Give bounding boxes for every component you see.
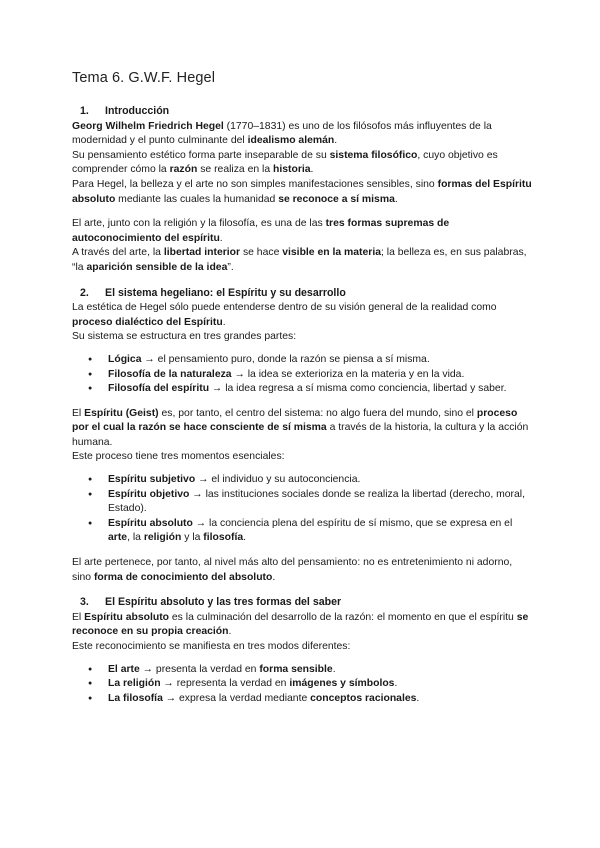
bold-text: Espíritu absoluto bbox=[108, 517, 193, 529]
paragraph bbox=[72, 556, 532, 585]
text-run: a través de la historia, la cultura y la acción humana. bbox=[72, 422, 529, 448]
spacer bbox=[72, 585, 532, 595]
text-run: El arte pertenece, por tanto, al nivel más alto del pensamiento: no es entretenimiento ni adorno, sino bbox=[72, 557, 513, 583]
list-item bbox=[72, 353, 532, 368]
text-run: . bbox=[394, 193, 398, 205]
bold-text: filosofía bbox=[203, 532, 244, 544]
bold-text: Filosofía de la naturaleza bbox=[108, 368, 232, 380]
text-run: ”. bbox=[227, 261, 234, 273]
document-body bbox=[72, 104, 532, 706]
text-run: El arte, junto con la religión y la filosofía, es una de las bbox=[72, 218, 326, 230]
bold-text: se reconoce en su propia creación bbox=[72, 611, 529, 638]
paragraph bbox=[72, 217, 532, 246]
text-run: → representa la verdad en bbox=[160, 678, 290, 690]
bullet-icon: ● bbox=[88, 665, 93, 673]
bullet-icon: ● bbox=[88, 680, 93, 688]
text-run: . bbox=[332, 663, 336, 675]
text-run: , la bbox=[127, 532, 144, 544]
bold-text: La filosofía bbox=[108, 692, 163, 704]
paragraph bbox=[72, 120, 532, 149]
bold-text: La religión bbox=[108, 678, 161, 690]
bold-text: historia bbox=[273, 164, 311, 176]
text-run: . bbox=[416, 692, 420, 704]
text-run: → las instituciones sociales donde se realiza la libertad (derecho, moral, Estado). bbox=[108, 488, 525, 515]
list-item bbox=[72, 488, 532, 517]
text-run: se realiza en la bbox=[197, 164, 273, 176]
bold-text: religión bbox=[143, 532, 182, 544]
paragraph bbox=[72, 149, 532, 178]
text-run: . bbox=[310, 164, 314, 176]
paragraph bbox=[72, 301, 532, 330]
section-heading bbox=[72, 286, 532, 301]
text-run: Este reconocimiento se manifiesta en tres modos diferentes: bbox=[72, 641, 351, 652]
bullet-list bbox=[72, 473, 532, 546]
text-run: mediante las cuales la humanidad bbox=[115, 193, 279, 205]
section-heading bbox=[72, 595, 532, 610]
spacer bbox=[72, 546, 532, 556]
paragraph bbox=[72, 640, 532, 655]
text-run: → el pensamiento puro, donde la razón se piensa a sí misma. bbox=[141, 353, 430, 365]
list-item bbox=[72, 368, 532, 383]
paragraph bbox=[72, 407, 532, 451]
bold-text: idealismo alemán bbox=[247, 135, 335, 147]
list-item bbox=[72, 382, 532, 397]
bold-text: arte bbox=[108, 532, 128, 544]
bold-text: Espíritu (Geist) bbox=[84, 407, 159, 419]
text-run: → la idea regresa a sí misma como conciencia, libertad y saber. bbox=[209, 383, 507, 395]
bold-text: se reconoce a sí misma bbox=[278, 193, 395, 205]
document-page bbox=[72, 70, 532, 706]
section-number: 1. bbox=[80, 105, 89, 117]
spacer bbox=[72, 397, 532, 407]
text-run: es la culminación del desarrollo de la razón: el momento en que el espíritu bbox=[169, 611, 517, 623]
list-item bbox=[72, 517, 532, 546]
bullet-list bbox=[72, 353, 532, 397]
spacer bbox=[72, 276, 532, 286]
text-run: (1770–1831) es uno de los filósofos más influyentes de la modernidad y el punto culminante del bbox=[72, 120, 492, 147]
section-heading bbox=[72, 104, 532, 119]
bold-text: formas del Espíritu absoluto bbox=[72, 178, 532, 205]
bold-text: conceptos racionales bbox=[310, 692, 417, 704]
text-run: ; la belleza es, en sus palabras, “la bbox=[72, 247, 527, 273]
bold-text: Georg Wilhelm Friedrich Hegel bbox=[72, 120, 224, 132]
paragraph bbox=[72, 178, 532, 207]
bullet-icon: ● bbox=[88, 370, 93, 378]
text-run: . bbox=[334, 135, 338, 147]
section-title: Introducción bbox=[105, 105, 170, 117]
text-run: y la bbox=[181, 532, 204, 544]
bullet-icon: ● bbox=[88, 694, 93, 702]
bold-text: Espíritu absoluto bbox=[84, 611, 170, 623]
bold-text: Espíritu subjetivo bbox=[108, 474, 196, 486]
section-number: 2. bbox=[80, 286, 89, 299]
list-item bbox=[72, 692, 532, 707]
bold-text: Filosofía del espíritu bbox=[108, 383, 210, 395]
bold-text: aparición sensible de la idea bbox=[86, 261, 228, 273]
bold-text: Espíritu objetivo bbox=[108, 488, 190, 500]
bold-text: proceso por el cual la razón se hace consciente de sí misma bbox=[72, 407, 518, 434]
text-run: . bbox=[243, 532, 247, 544]
bold-text: forma sensible bbox=[259, 663, 333, 675]
text-run: . bbox=[228, 626, 232, 638]
text-run: → el individuo y su autoconciencia. bbox=[195, 474, 361, 486]
text-run: . bbox=[219, 232, 223, 244]
text-run: . bbox=[272, 571, 276, 583]
bullet-icon: ● bbox=[88, 355, 93, 363]
section-title: El sistema hegeliano: el Espíritu y su desarrollo bbox=[105, 286, 346, 299]
bold-text: Lógica bbox=[108, 353, 142, 365]
bullet-icon: ● bbox=[88, 490, 93, 498]
bold-text: proceso dialéctico del Espíritu bbox=[72, 316, 223, 328]
bold-text: razón bbox=[169, 164, 198, 176]
bold-text: tres formas supremas de autoconocimiento del espíritu bbox=[72, 218, 450, 244]
text-run: → la conciencia plena del espíritu de sí mismo, que se expresa en el bbox=[192, 517, 513, 529]
text-run: se hace bbox=[240, 247, 283, 259]
list-item bbox=[72, 473, 532, 488]
document-title: Tema 6. G.W.F. Hegel bbox=[72, 70, 216, 86]
paragraph bbox=[72, 450, 532, 465]
text-run: , cuyo objetivo es comprender cómo la bbox=[72, 149, 498, 176]
list-item bbox=[72, 663, 532, 678]
text-run: Este proceso tiene tres momentos esenciales: bbox=[72, 451, 285, 463]
text-run: A través del arte, la bbox=[72, 247, 164, 259]
bold-text: sistema filosófico bbox=[329, 149, 418, 161]
bold-text: El arte bbox=[108, 663, 140, 675]
paragraph bbox=[72, 611, 532, 640]
bullet-icon: ● bbox=[88, 385, 93, 393]
text-run: El bbox=[72, 407, 85, 419]
text-run: → expresa la verdad mediante bbox=[162, 692, 311, 704]
bullet-icon: ● bbox=[88, 476, 93, 484]
bold-text: visible en la materia bbox=[282, 247, 381, 259]
text-run: Su sistema se estructura en tres grandes partes: bbox=[72, 331, 297, 343]
text-run: es, por tanto, el centro del sistema: no algo fuera del mundo, sino el bbox=[158, 407, 477, 419]
section-number: 3. bbox=[80, 596, 89, 609]
text-run: Su pensamiento estético forma parte inseparable de su bbox=[72, 149, 330, 161]
section-title: El Espíritu absoluto y las tres formas del saber bbox=[105, 596, 342, 609]
list-item bbox=[72, 677, 532, 692]
bullet-list bbox=[72, 663, 532, 707]
bullet-icon: ● bbox=[88, 519, 93, 527]
text-run: → presenta la verdad en bbox=[139, 663, 260, 675]
bold-text: imágenes y símbolos bbox=[289, 678, 395, 690]
text-run: . bbox=[394, 678, 398, 690]
paragraph bbox=[72, 330, 532, 345]
bold-text: forma de conocimiento del absoluto bbox=[93, 571, 273, 583]
text-run: El bbox=[72, 611, 85, 623]
text-run: Para Hegel, la belleza y el arte no son simples manifestaciones sensibles, sino bbox=[72, 178, 438, 190]
text-run: → la idea se exterioriza en la materia y en la vida. bbox=[231, 368, 465, 380]
paragraph bbox=[72, 246, 532, 275]
text-run: . bbox=[222, 316, 226, 328]
text-run: La estética de Hegel sólo puede entenderse dentro de su visión general de la realidad como bbox=[72, 302, 497, 314]
spacer bbox=[72, 207, 532, 217]
bold-text: libertad interior bbox=[163, 247, 241, 259]
